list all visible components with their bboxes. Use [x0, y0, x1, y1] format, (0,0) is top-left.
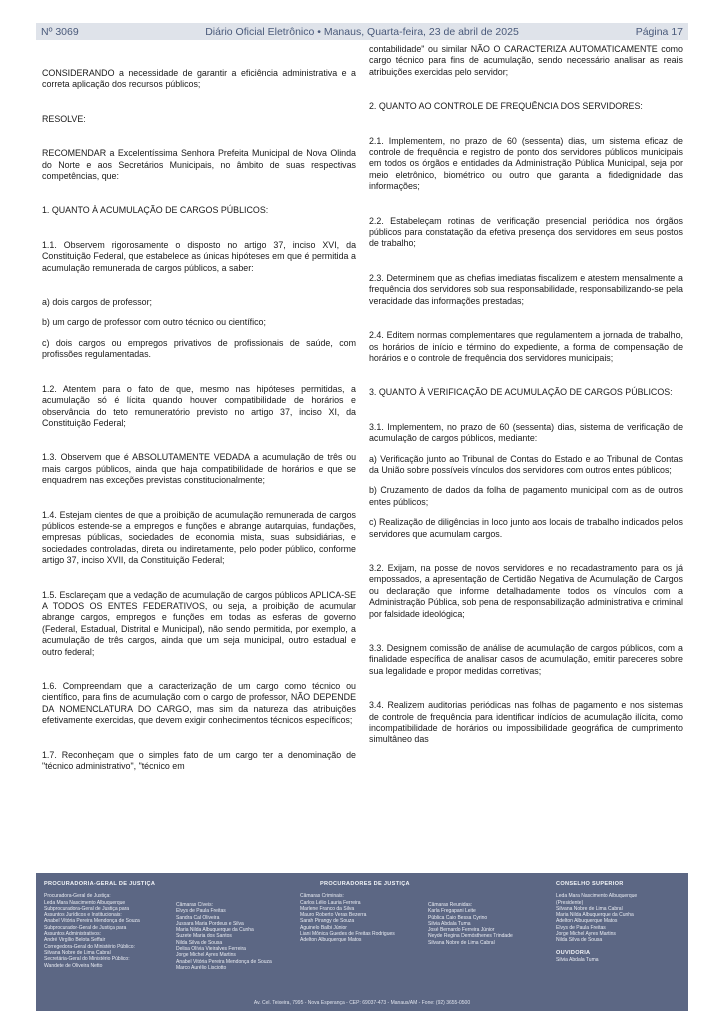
footer-heading: PROCURADORES DE JUSTIÇA: [320, 881, 410, 887]
paragraph: 3.2. Exijam, na posse de novos servidores e no recadastramento para os já empossados, a apresentação de Certidão Negativa de Acumulação de Cargos ou declaração que informe detalhadamente todos os vínculos com a Administração Pública, sob pena de responsabilização administrativa e criminal por falsidade ideológica;: [369, 562, 683, 619]
header-title: Diário Oficial Eletrônico • Manaus, Quarta-feira, 23 de abril de 2025: [205, 25, 519, 38]
footer-line: Liani Mônica Guedes de Freitas Rodrigues: [300, 931, 395, 938]
footer-line: Nilda Silva de Sousa: [176, 939, 223, 946]
footer-line: Leda Mara Nascimento Albuquerque: [556, 893, 638, 900]
paragraph: CONSIDERANDO a necessidade de garantir a eficiência administrativa e a correta aplicação dos recursos públicos;: [42, 68, 356, 90]
list-item: b) Cruzamento de dados da folha de pagamento municipal com as de outros entes públicos;: [369, 485, 683, 507]
section-heading: 1. QUANTO À ACUMULAÇÃO DE CARGOS PÚBLICOS:: [42, 205, 269, 216]
footer-line: Silvia Abdala Tuma: [428, 920, 471, 927]
paragraph: 1.6. Compreendam que a caracterização de um cargo como técnico ou científico, para fins de acumulação com o cargo de professor, NÃO DEPENDE DA NOMENCLATURA DO CARGO, mas sim da natureza das atribuições efetivamente exercidas, que devem exigir conhecimentos técnicos específicos;: [42, 681, 356, 726]
paragraph: 3.3. Designem comissão de análise de acumulação de cargos públicos, com a finalidade específica de analisar casos de acumulação, emitir pareceres sobre sua legalidade e propor medidas corretivas;: [369, 643, 683, 676]
page-number: Página 17: [635, 25, 683, 38]
footer-line: André Virgílio Belota Seffair: [44, 937, 106, 944]
footer-line: Silvana Nobre de Lima Cabral: [428, 939, 495, 946]
paragraph: 3.1. Implementem, no prazo de 60 (sessenta) dias, sistema de verificação de acumulação de cargos públicos, mediante:: [369, 421, 683, 444]
section-heading: 2. QUANTO AO CONTROLE DE FREQUÊNCIA DOS SERVIDORES:: [369, 101, 643, 112]
footer-column-camaras-civeis: [176, 902, 272, 971]
footer-line: Karla Fregapani Leite: [428, 908, 476, 915]
footer-column-pgj: [44, 881, 155, 969]
footer-line: Adelton Albuquerque Matos: [300, 937, 362, 944]
footer-line: Marco Aurélio Lisciotto: [176, 964, 227, 971]
footer-line: Maria Nilda Albuquerque da Cunha: [556, 912, 634, 919]
footer-line: Marlene Franco da Silva: [300, 905, 355, 912]
footer-line: Anabel Vitória Pereira Mendonça de Souza: [176, 958, 272, 965]
paragraph: 1.5. Esclareçam que a vedação de acumulação de cargos públicos APLICA-SE A TODOS OS ENTES FEDERATIVOS, ou seja, a proibição de acumular abrange cargos, empregos e funções em todas as esferas de governo (Federal, Estadual, Distrital e Municipal), não sendo permitida, por exemplo, a acumulação de três cargos, ainda que um seja municipal, outro estadual e outro federal;: [42, 589, 356, 657]
footer-line: Câmaras Reunidas:: [428, 902, 473, 908]
list-item: b) um cargo de professor com outro técnico ou científico;: [42, 317, 266, 328]
footer-line: Secretária-Geral do Ministério Público:: [44, 956, 130, 963]
paragraph: 2.1. Implementem, no prazo de 60 (sessenta) dias, um sistema eficaz de controle de frequência e registro de ponto dos servidores públicos municipais em todos os órgãos e entidades da Administração Pública Municipal, seja por meio eletrônico, biométrico ou outro que garanta a fidedignidade das informações;: [369, 135, 683, 192]
footer-line: Jorge Michel Ayres Martins: [176, 952, 236, 959]
footer-line: Leda Mara Nascimento Albuquerque: [44, 899, 126, 906]
footer-line: Corregedora-Geral do Ministério Público:: [44, 943, 135, 950]
footer-line: Silvana Nobre de Lima Cabral: [44, 949, 111, 956]
edition-number: Nº 3069: [41, 25, 79, 38]
footer-heading: PROCURADORIA-GERAL DE JUSTIÇA: [44, 881, 156, 887]
footer-column-conselho: [556, 881, 637, 963]
paragraph: RESOLVE:: [42, 113, 86, 124]
footer-line: Subprocuradora-Geral de Justiça para: [44, 905, 130, 912]
paragraph: RECOMENDAR a Excelentíssima Senhora Prefeita Municipal de Nova Olinda do Norte e aos Secretários Municipais, no âmbito de suas respectivas competências, que:: [42, 148, 356, 182]
paragraph: 1.1. Observem rigorosamente o disposto no artigo 37, inciso XVI, da Constituição Federal, que estabelece as únicas hipóteses em que é permitida a acumulação remunerada de cargos públicos, a saber:: [42, 239, 356, 273]
footer-line: Silvana Nobre de Lima Cabral: [556, 905, 623, 912]
paragraph: 1.7. Reconheçam que o simples fato de um cargo ter a denominação de "técnico administrativo", "técnico em: [42, 749, 356, 772]
paragraph: 2.2. Estabeleçam rotinas de verificação presencial periódica nos órgãos públicos para constatação da efetiva presença dos servidores em seus postos de trabalho;: [369, 215, 683, 249]
paragraph: 2.3. Determinem que as chefias imediatas fiscalizem e atestem mensalmente a frequência dos servidores sob sua responsabilidade, responsabilizando-se pela veracidade das informações prestadas;: [369, 272, 683, 306]
footer-column-camaras-reunidas: [428, 902, 513, 946]
list-item: a) Verificação junto ao Tribunal de Contas do Estado e ao Tribunal de Contas da União sobre possíveis vínculos dos servidores com outros entes públicos;: [369, 453, 683, 475]
footer-line: Assuntos Jurídicos e Institucionais:: [44, 912, 122, 919]
footer-line: Delisa Olívia Vieiralves Ferreira: [176, 946, 246, 953]
footer-heading: OUVIDORIA: [556, 949, 591, 956]
paragraph: 2.4. Editem normas complementares que regulamentem a jornada de trabalho, os horários de início e término do expediente, a forma de compensação de horários e o controle de frequência dos servidores municipais;: [369, 330, 683, 363]
footer-line: Sarah Pirangy de Souza: [300, 918, 355, 925]
footer-line: (Presidente): [556, 899, 584, 906]
section-heading: 3. QUANTO À VERIFICAÇÃO DE ACUMULAÇÃO DE CARGOS PÚBLICOS:: [369, 387, 673, 398]
footer-line: Wandete de Oliveira Netto: [44, 962, 103, 969]
footer-line: Câmaras Criminais:: [300, 893, 344, 900]
footer-heading: CONSELHO SUPERIOR: [556, 881, 624, 887]
footer-line: Subprocurador-Geral de Justiça para: [44, 924, 127, 931]
paragraph: contabilidade" ou similar NÃO O CARACTERIZA AUTOMATICAMENTE como cargo técnico para fins de acumulação, sendo necessário analisar as reais atribuições exercidas pelo servidor;: [369, 44, 683, 77]
paragraph: 1.2. Atentem para o fato de que, mesmo nas hipóteses permitidas, a acumulação só é lícita quando houver compatibilidade de horários e observância do teto remuneratório previsto no artigo 37, inciso XI, da Constituição Federal;: [42, 383, 356, 428]
footer-line: Elvys de Paula Freitas: [556, 924, 606, 931]
footer-line: Aguinelo Balbi Júnior: [300, 924, 347, 931]
footer-line: Mauro Roberto Veras Bezerra: [300, 912, 367, 919]
footer-line: Sandra Cal Oliveira: [176, 914, 220, 921]
footer-line: Elvys de Paula Freitas: [176, 908, 226, 915]
footer-line: Câmaras Cíveis:: [176, 902, 213, 908]
footer-line: Carlos Lélio Lauria Ferreira: [300, 899, 361, 906]
footer-line: Suzete Maria dos Santos: [176, 933, 232, 940]
footer-line: Jorge Michel Ayres Martins: [556, 931, 616, 938]
paragraph: 1.3. Observem que é ABSOLUTAMENTE VEDADA a acumulação de três ou mais cargos públicos, ainda que haja compatibilidade de horários e que se enquadrem nas exceções previstas constitucionalmente;: [42, 452, 356, 486]
footer-column-camaras-criminais: [300, 881, 410, 944]
list-item: c) dois cargos ou empregos privativos de profissionais de saúde, com profissões regulamentadas.: [42, 337, 356, 360]
list-item: a) dois cargos de professor;: [42, 297, 153, 308]
footer-line: Pública Caio Bessa Cyrino: [428, 914, 488, 921]
institutional-footer: [36, 873, 688, 1011]
paragraph: 3.4. Realizem auditorias periódicas nas folhas de pagamento e nos sistemas de controle de frequência para identificar indícios de acumulação ilícita, como incompatibilidade de horários ou impossibilidade geográfica de cumprimento simultâneo das: [369, 700, 683, 745]
page-header: [36, 23, 688, 40]
footer-line: Silvia Abdala Tuma: [556, 956, 599, 963]
footer-line: Anabel Vitória Pereira Mendonça de Souza: [44, 918, 140, 925]
paragraph: 1.4. Estejam cientes de que a proibição de acumulação remunerada de cargos públicos estende-se a empregos e funções e abrange autarquias, fundações, empresas públicas, sociedades de economia mista, suas subsidiárias, e sociedades controladas, direta ou indiretamente, pelo poder público, conforme artigo 37, inciso XVII, da Constituição Federal;: [42, 509, 356, 566]
right-column: [369, 44, 683, 746]
footer-line: José Bernardo Ferreira Júnior: [428, 927, 495, 934]
list-item: c) Realização de diligências in loco junto aos locais de trabalho indicados pelos servidores que acumulam cargos.: [369, 517, 683, 539]
left-column: [42, 42, 356, 772]
footer-line: Assuntos Administrativos:: [44, 931, 101, 938]
footer-line: Neyde Regina Demósthenes Trindade: [428, 933, 513, 940]
footer-address: Av. Cel. Teixeira, 7995 - Nova Esperança - CEP: 69037-473 - Manaus/AM - Fone: (92) 3655-0500: [253, 1000, 471, 1006]
footer-line: Maria Nilda Albuquerque da Cunha: [176, 927, 254, 934]
footer-line: Nilda Silva de Sousa: [556, 937, 603, 944]
footer-line: Procuradora-Geral de Justiça:: [44, 893, 111, 900]
footer-line: Adelton Albuquerque Matos: [556, 918, 618, 925]
footer-line: Jussara Maria Pordeus e Silva: [176, 920, 244, 927]
